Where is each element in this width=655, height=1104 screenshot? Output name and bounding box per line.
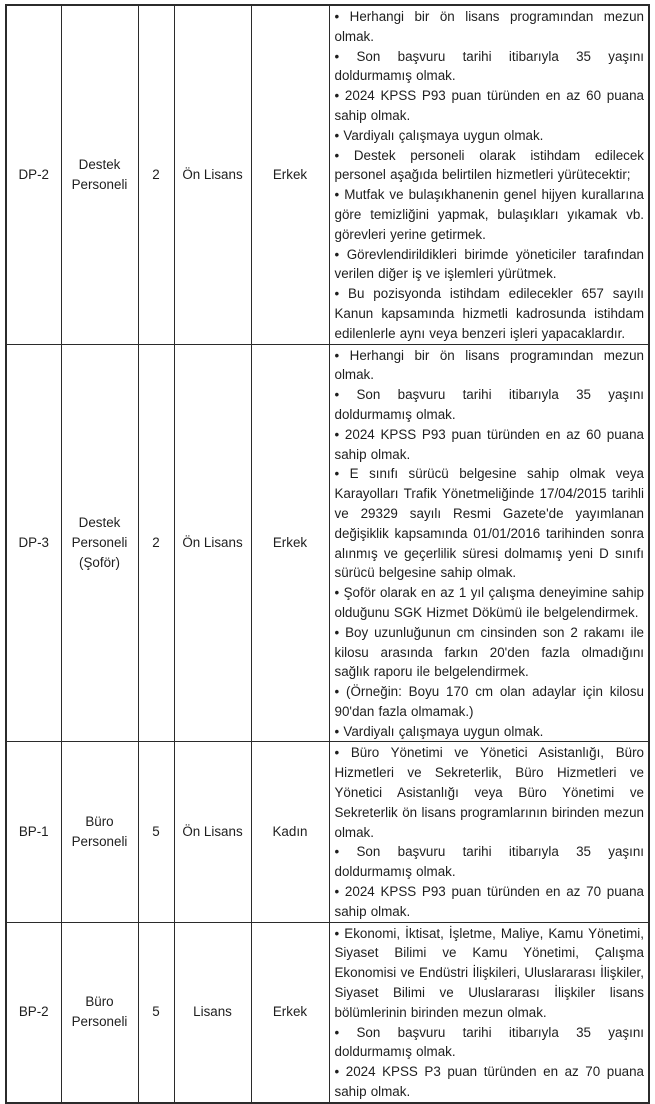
job-positions-table: [5, 4, 650, 1104]
requirement-item: • Şoför olarak en az 1 yıl çalışma deneyimine sahip olduğunu SGK Hizmet Dökümü ile belgelendirmek.: [334, 585, 644, 620]
requirement-item: • 2024 KPSS P93 puan türünden en az 60 puana sahip olmak.: [334, 88, 644, 123]
table-row: [6, 922, 649, 1103]
requirement-item: • 2024 KPSS P93 puan türünden en az 70 puana sahip olmak.: [334, 884, 644, 919]
table-row: [6, 344, 649, 742]
position-title-cell: Destek Personeli: [61, 5, 138, 344]
requirement-item: • E sınıfı sürücü belgesine sahip olmak veya Karayolları Trafik Yönetmeliğinde 17/04/2015 tarihli ve 29329 sayılı Resmi Gazete'de yayımlanan değişiklik kapsamında 01/01/2016 tarihinden sonra alınmış ve geçerlilik süresi dolmamış yeni D sınıfı sürücü belgesine sahip olmak.: [334, 466, 644, 581]
requirement-item: • (Örneğin: Boyu 170 cm olan adaylar için kilosu 90'dan fazla olmamak.): [334, 684, 644, 719]
position-title-cell: Destek Personeli (Şoför): [61, 344, 138, 742]
requirement-item: • Boy uzunluğunun cm cinsinden son 2 rakamı ile kilosu arasında farkın 20'den fazla olmadığını sağlık raporu ile belgelendirmek.: [334, 624, 644, 680]
headcount-cell: 5: [138, 742, 174, 922]
requirement-item: • Büro Yönetimi ve Yönetici Asistanlığı, Büro Hizmetleri ve Sekreterlik, Büro Hizmetleri ve Yönetici Asistanlığı veya Büro Yönetimi ve Sekreterlik ön lisans programlarının birinden mezun olmak.: [334, 745, 644, 840]
requirement-item: • Görevlendirildikleri birimde yöneticiler tarafından verilen diğer iş ve işlemleri yürütmek.: [334, 246, 644, 282]
requirements-cell: [329, 5, 649, 344]
requirement-item: • Vardiyalı çalışmaya uygun olmak.: [334, 723, 544, 739]
gender-cell: Erkek: [251, 5, 329, 344]
table-row: [6, 742, 649, 922]
requirement-item: • Destek personeli olarak istihdam edilecek personel aşağıda belirtilen hizmetleri yürütecektir;: [334, 147, 644, 183]
position-code-cell: DP-2: [6, 5, 61, 344]
requirement-item: • 2024 KPSS P3 puan türünden en az 70 puana sahip olmak.: [334, 1064, 644, 1100]
requirement-item: • Herhangi bir ön lisans programından mezun olmak.: [334, 9, 644, 44]
headcount-cell: 2: [138, 5, 174, 344]
position-title-cell: Büro Personeli: [61, 922, 138, 1103]
requirement-item: • Vardiyalı çalışmaya uygun olmak.: [334, 127, 544, 143]
education-level-cell: Ön Lisans: [174, 344, 251, 742]
position-code-cell: DP-3: [6, 344, 61, 742]
position-code-cell: BP-2: [6, 922, 61, 1103]
requirement-item: • Ekonomi, İktisat, İşletme, Maliye, Kamu Yönetimi, Siyaset Bilimi ve Kamu Yönetimi, Çalışma Ekonomisi ve Endüstri İlişkileri, Uluslararası İlişkiler, Siyaset Bilimi ve Uluslararası İlişkiler lisans bölümlerinin birinden mezun olmak.: [334, 925, 644, 1020]
gender-cell: Erkek: [251, 344, 329, 742]
requirements-cell: [329, 922, 649, 1103]
table-body: [6, 5, 649, 1103]
position-title-cell: Büro Personeli: [61, 742, 138, 922]
requirement-item: • Son başvuru tarihi itibarıyla 35 yaşını doldurmamış olmak.: [334, 48, 644, 84]
table-row: [6, 5, 649, 344]
requirement-item: • Son başvuru tarihi itibarıyla 35 yaşını doldurmamış olmak.: [334, 1024, 644, 1060]
headcount-cell: 5: [138, 922, 174, 1103]
education-level-cell: Ön Lisans: [174, 742, 251, 922]
requirements-cell: [329, 742, 649, 922]
requirement-item: • Son başvuru tarihi itibarıyla 35 yaşını doldurmamış olmak.: [334, 387, 644, 422]
education-level-cell: Lisans: [174, 922, 251, 1103]
gender-cell: Erkek: [251, 922, 329, 1103]
requirement-item: • Son başvuru tarihi itibarıyla 35 yaşını doldurmamış olmak.: [334, 844, 644, 880]
gender-cell: Kadın: [251, 742, 329, 922]
position-code-cell: BP-1: [6, 742, 61, 922]
education-level-cell: Ön Lisans: [174, 5, 251, 344]
requirement-item: • Bu pozisyonda istihdam edilecekler 657 sayılı Kanun kapsamında hizmetli kadrosunda istihdam edilenlerle aynı veya benzeri işleri yapacaklardır.: [334, 286, 644, 341]
requirements-cell: [329, 344, 649, 742]
requirement-item: • Herhangi bir ön lisans programından mezun olmak.: [334, 347, 644, 383]
headcount-cell: 2: [138, 344, 174, 742]
requirement-item: • Mutfak ve bulaşıkhanenin genel hijyen kurallarına göre temizliğini yapmak, bulaşıkları yıkamak vb. görevleri yerine getirmek.: [334, 187, 644, 242]
requirement-item: • 2024 KPSS P93 puan türünden en az 60 puana sahip olmak.: [334, 426, 644, 462]
